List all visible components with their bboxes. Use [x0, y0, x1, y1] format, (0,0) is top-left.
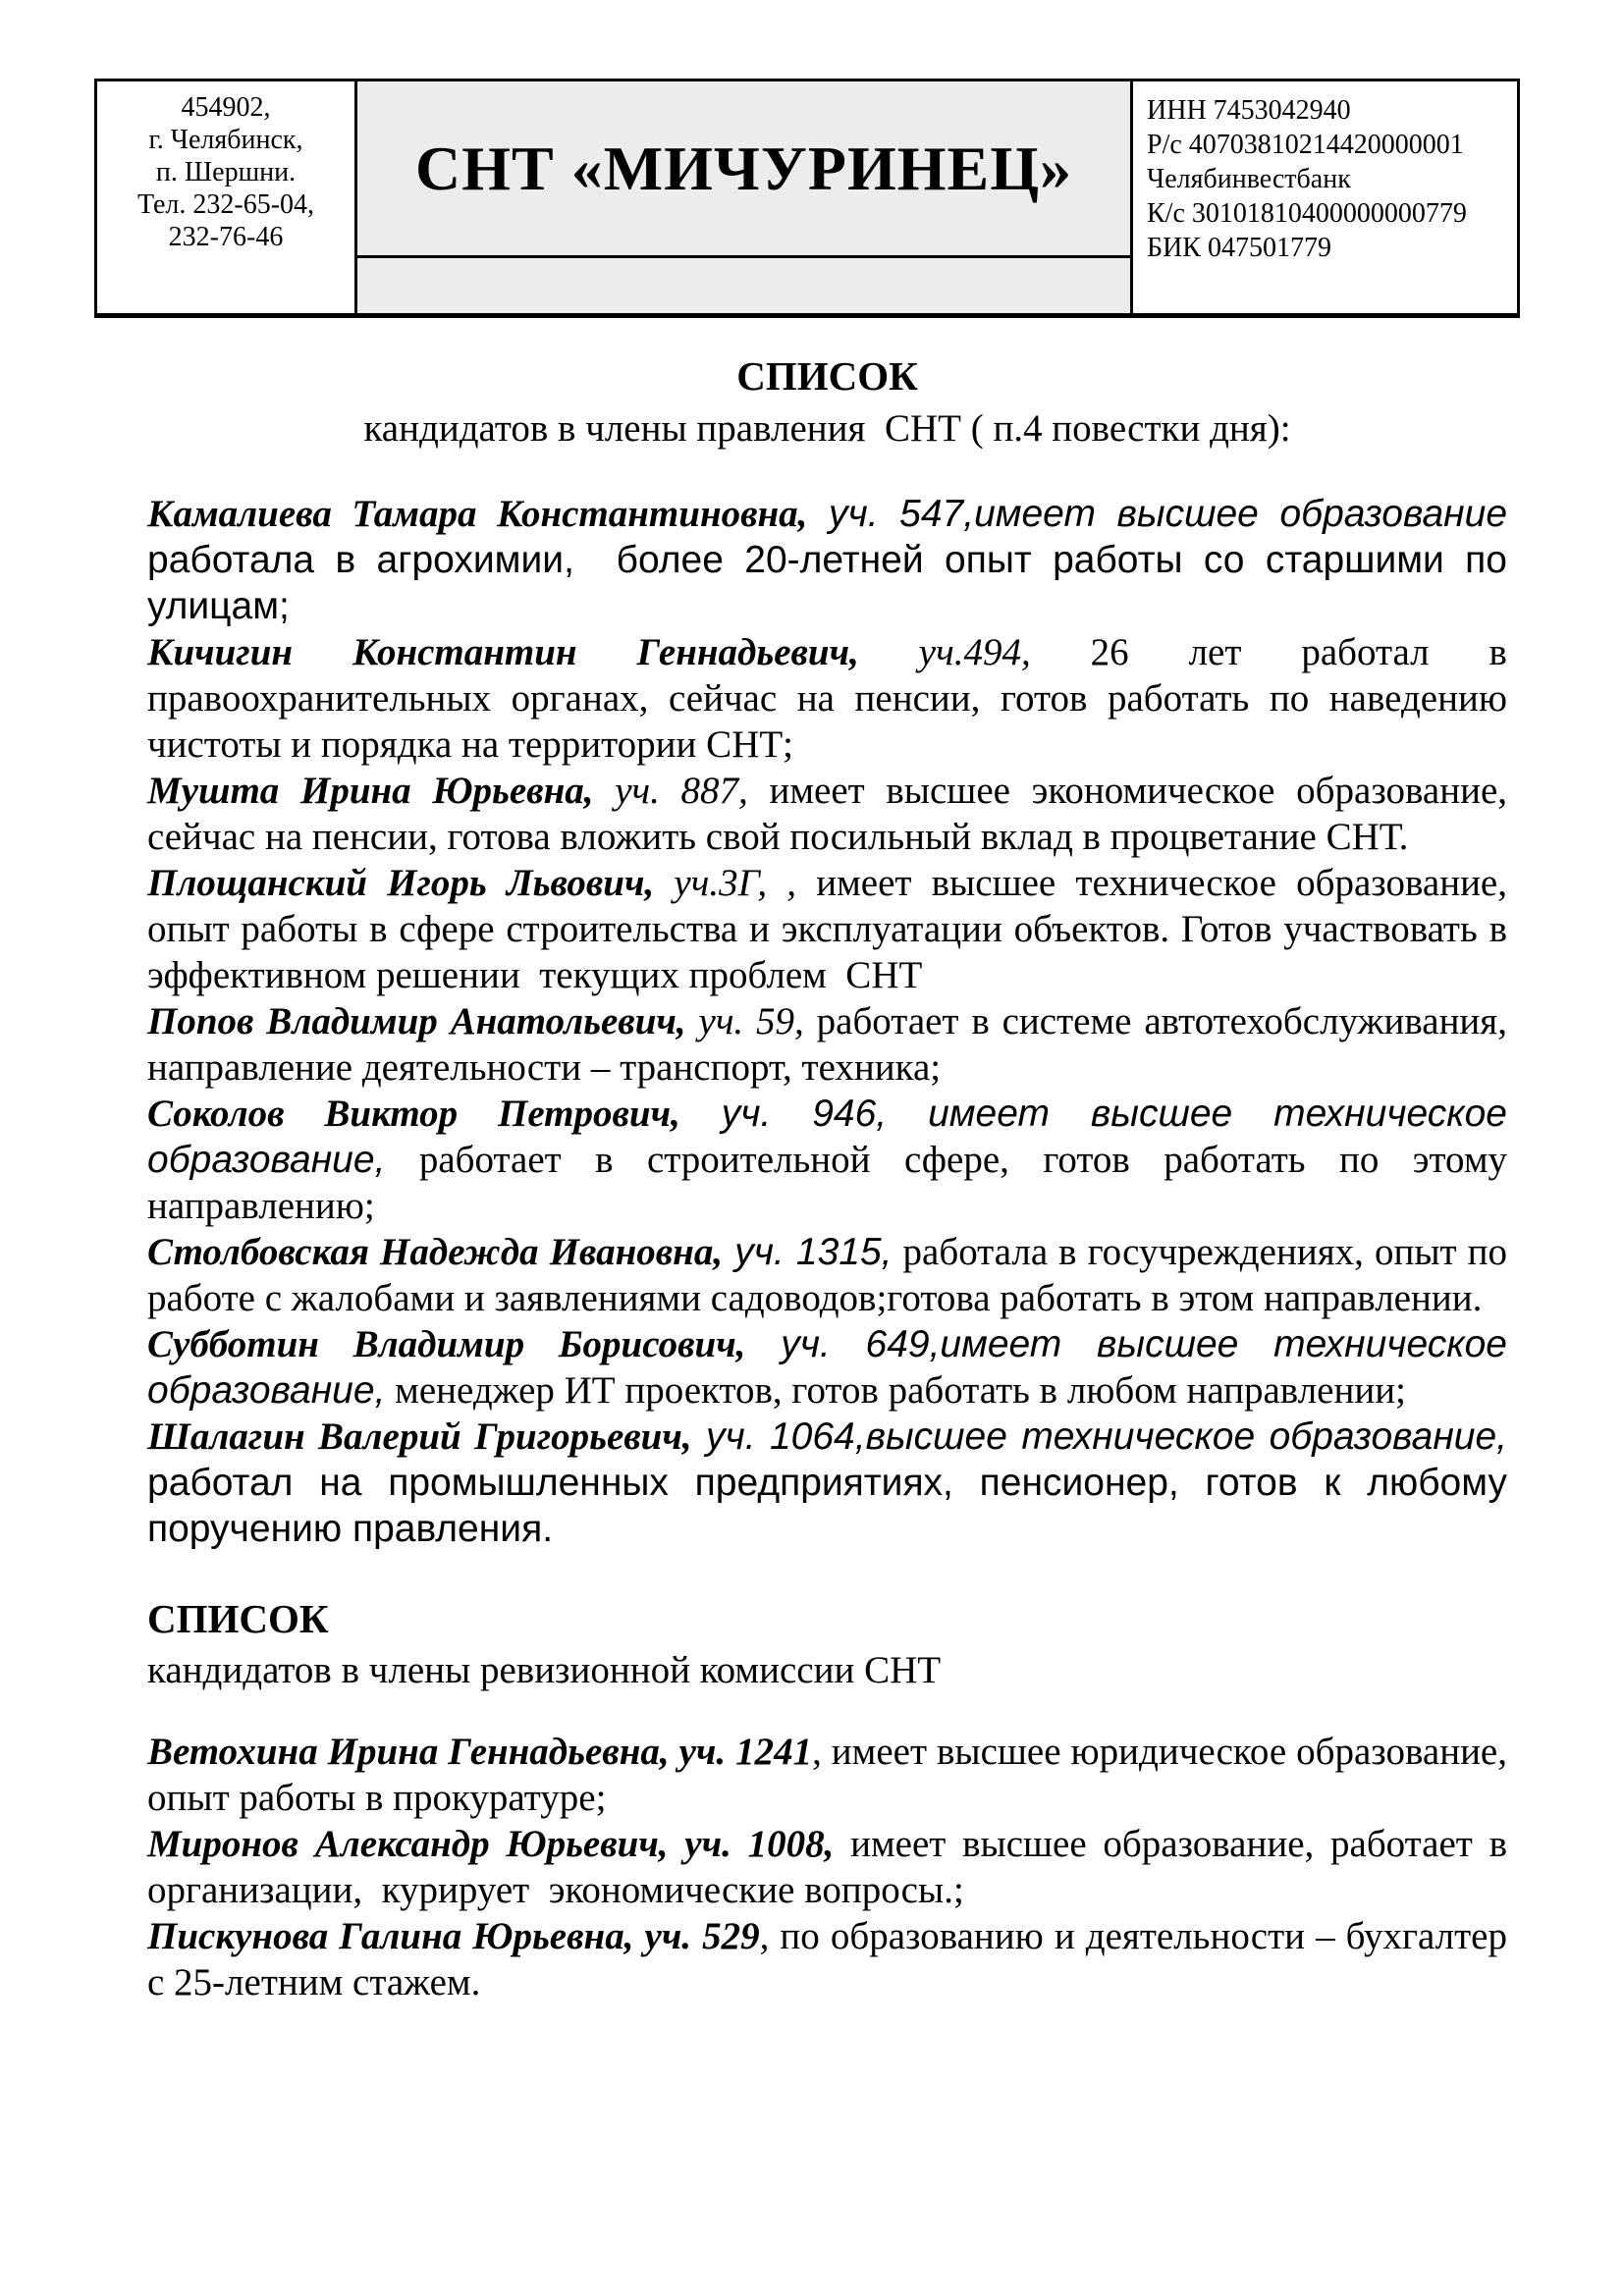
audit-commission-section — [147, 1596, 1507, 2005]
candidate-description: работает в строительной сфере, готов работать по этому направлению; — [147, 1139, 1507, 1227]
candidate-description: менеджер ИТ проектов, готов работать в любом направлении; — [385, 1369, 1406, 1412]
candidate-plot: уч. 59, — [685, 1000, 804, 1042]
address-line: п. Шершни. — [155, 157, 297, 187]
bank-line: ИНН 7453042940 — [1147, 95, 1351, 126]
letterhead-bank-cell — [1132, 80, 1519, 316]
bank-line: БИК 047501779 — [1147, 233, 1331, 263]
candidate-name: Пискунова Галина Юрьевна, уч. 529 — [147, 1915, 760, 1957]
candidate-plot: уч. 1315, — [723, 1231, 893, 1273]
address-line: г. Челябинск, — [148, 125, 303, 155]
candidate-plot: уч. 1064,высшее техническое образование, — [691, 1415, 1507, 1458]
candidate-plot: уч. 649,имеет высшее техническое образование, — [147, 1323, 1507, 1412]
candidate-description: работал на промышленных предприятиях, пенсионер, готов к любому поручению правления. — [147, 1462, 1507, 1550]
section-title: СПИСОК — [147, 1596, 329, 1641]
candidate-plot: уч.3Г, , — [654, 862, 797, 904]
address-line: 454902, — [181, 92, 271, 123]
candidate-description: имеет высшее образование, работает в организации, курирует экономические вопросы.; — [147, 1823, 1508, 1911]
candidate-description: имеет высшее экономическое образование, сейчас на пенсии, готова вложить свой посильный вклад в процветание СНТ. — [147, 770, 1508, 858]
candidate-paragraph — [147, 1729, 1507, 1821]
document-content — [147, 353, 1507, 2005]
candidate-paragraph — [147, 998, 1507, 1091]
address-line: Тел. 232-65-04, — [136, 189, 315, 220]
candidate-name: Соколов Виктор Петрович, — [147, 1093, 680, 1135]
candidate-name: Кичигин Константин Геннадьевич, — [147, 631, 859, 673]
candidate-name: Миронов Александр Юрьевич, уч. 1008, — [147, 1823, 835, 1865]
candidate-plot: уч. 547,имеет высшее образование — [807, 493, 1508, 535]
section-subtitle: кандидатов в члены ревизионной комиссии СНТ — [147, 1649, 942, 1691]
candidate-paragraph — [147, 629, 1507, 768]
letterhead-spacer-cell — [356, 257, 1132, 316]
candidate-description: работала в агрохимии, более 20-летней опыт работы со старшими по улицам; — [147, 539, 1507, 627]
candidate-description: , имеет высшее юридическое образование, опыт работы в прокуратуре; — [147, 1731, 1507, 1819]
candidate-name: Мушта Ирина Юрьевна, — [147, 770, 594, 812]
section-subtitle: кандидатов в члены правления СНТ ( п.4 повестки дня): — [363, 407, 1291, 450]
candidate-name: Столбовская Надежда Ивановна, — [147, 1231, 724, 1273]
bank-line: К/с 30101810400000000779 — [1147, 198, 1467, 229]
letterhead-address-cell — [96, 80, 356, 316]
candidate-description: работала в госучреждениях, опыт по работе с жалобами и заявлениями садоводов;готова работать в этом направлении. — [147, 1231, 1507, 1319]
candidate-paragraph — [147, 1321, 1507, 1414]
candidate-paragraph — [147, 1091, 1507, 1229]
candidate-description: имеет высшее техническое образование, опыт работы в сфере строительства и эксплуатации объектов. Готов участвовать в эффективном решении текущих проблем СНТ — [147, 862, 1507, 996]
candidate-paragraph — [147, 1229, 1507, 1321]
candidate-description: работает в системе автотехобслуживания, направление деятельности – транспорт, техника; — [147, 1000, 1507, 1089]
candidate-description: , по образованию и деятельности – бухгалтер с 25-летним стажем. — [147, 1915, 1507, 2003]
candidate-name: Ветохина Ирина Геннадьевна, уч. 1241 — [147, 1731, 813, 1773]
letterhead-table — [94, 79, 1520, 318]
bank-line: Челябинвестбанк — [1147, 164, 1351, 194]
candidate-paragraph — [147, 1821, 1507, 1913]
address-line: 232-76-46 — [168, 222, 284, 252]
bank-line: Р/с 40703810214420000001 — [1147, 130, 1464, 160]
candidate-plot: уч.494, — [858, 631, 1031, 673]
candidate-description: 26 лет работал в правоохранительных органах, сейчас на пенсии, готов работать по наведению чистоты и порядка на территории СНТ; — [147, 631, 1507, 766]
board-candidates-section — [147, 353, 1507, 1552]
candidate-paragraph — [147, 768, 1507, 860]
letterhead-org-cell — [356, 80, 1132, 257]
candidate-name: Субботин Владимир Борисович, — [147, 1323, 746, 1365]
candidate-name: Площанский Игорь Львович, — [147, 862, 655, 904]
candidate-paragraph — [147, 491, 1507, 629]
candidate-name: Попов Владимир Анатольевич, — [147, 1000, 686, 1042]
candidate-plot: уч. 946, имеет высшее техническое образование, — [147, 1093, 1507, 1181]
candidate-paragraph — [147, 1913, 1507, 2005]
org-name: СНТ «МИЧУРИНЕЦ» — [415, 133, 1072, 203]
candidate-name: Шалагин Валерий Григорьевич, — [147, 1415, 692, 1458]
candidate-plot: уч. 887, — [593, 770, 748, 812]
candidate-paragraph — [147, 860, 1507, 998]
candidate-name: Камалиева Тамара Константиновна, — [147, 493, 808, 535]
section-title: СПИСОК — [736, 353, 918, 399]
candidate-paragraph — [147, 1414, 1507, 1552]
